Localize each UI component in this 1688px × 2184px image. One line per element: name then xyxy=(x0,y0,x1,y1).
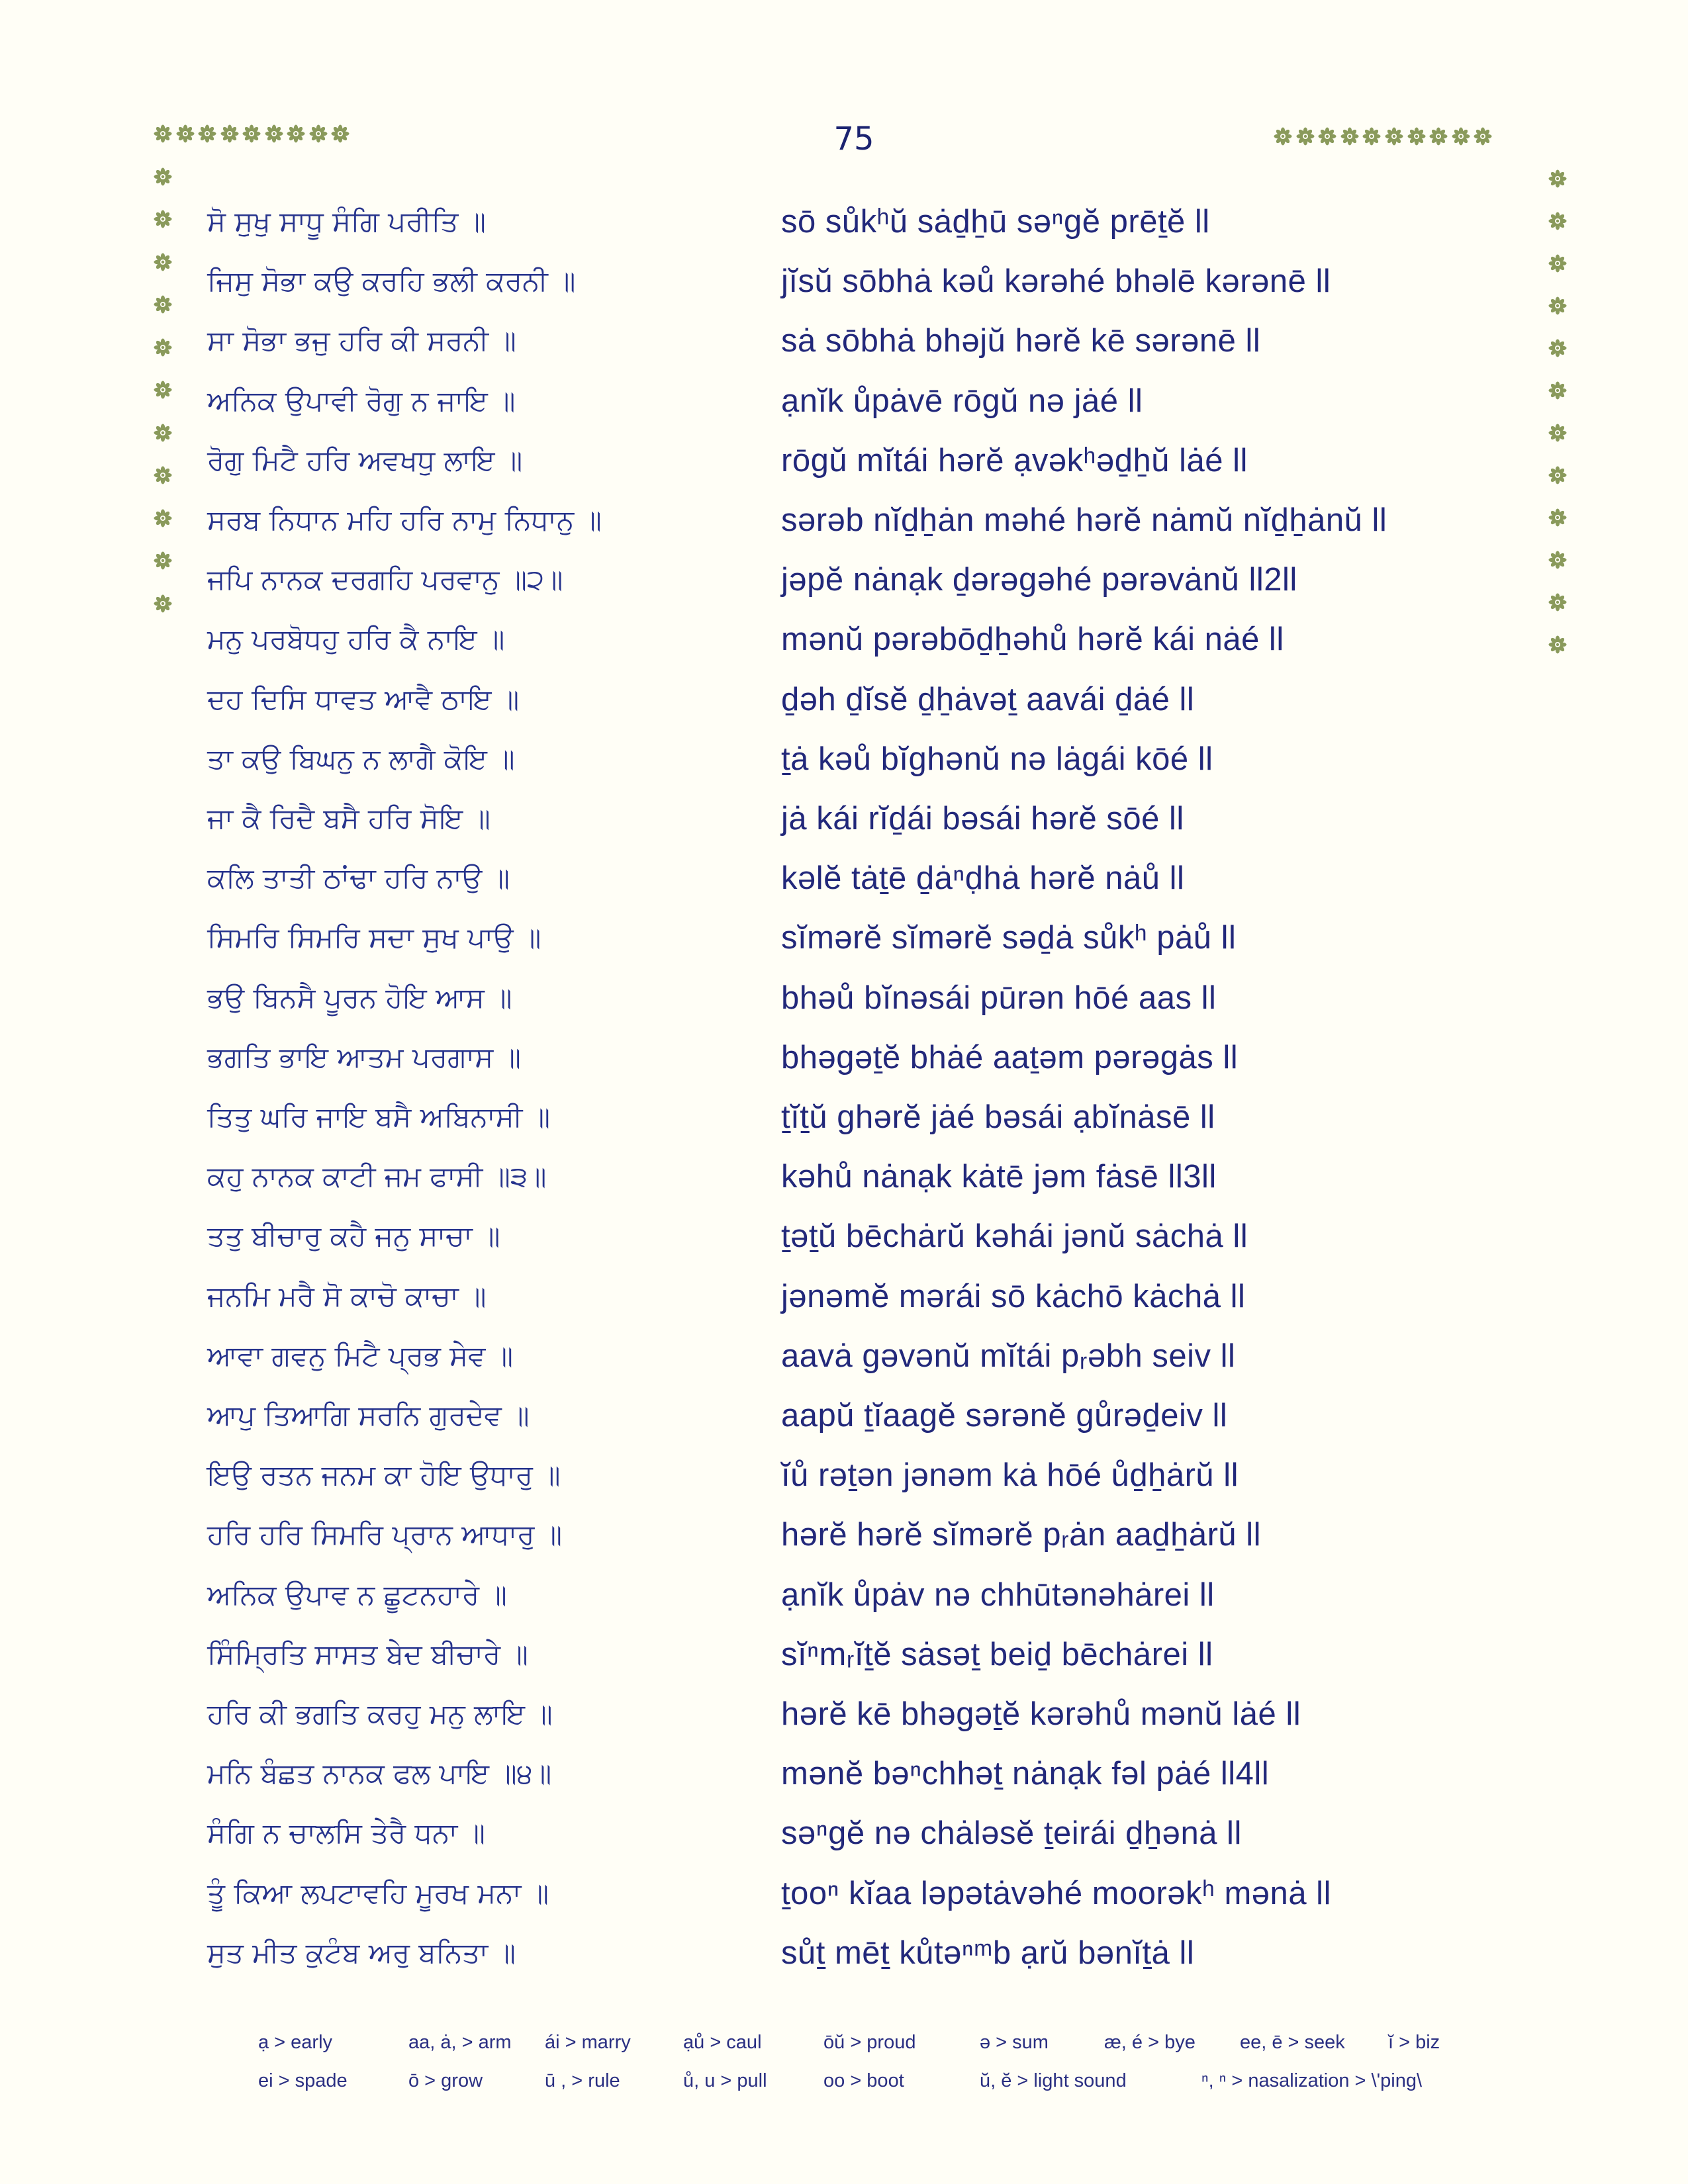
flower-ornament-icon xyxy=(331,124,350,143)
verse-row xyxy=(0,908,1688,968)
gurmukhi-line: ਸੁਤ ਮੀਤ ਕੁਟੰਬ ਅਰੁ ਬਨਿਤਾ ॥ xyxy=(207,1936,516,1969)
gurmukhi-line: ਜਿਸੁ ਸੋਭਾ ਕਉ ਕਰਹਿ ਭਲੀ ਕਰਨੀ ॥ xyxy=(207,265,576,298)
gurmukhi-line: ਜਨਮਿ ਮਰੈ ਸੋ ਕਾਚੋ ਕਾਚਾ ॥ xyxy=(207,1279,487,1312)
transliteration-line: jĭsŭ sōbhȧ kəů kərəhé bhəlē kərənē ll xyxy=(781,263,1331,300)
gurmukhi-line: ਭਗਤਿ ਭਾਇ ਆਤਮ ਪਰਗਾਸ ॥ xyxy=(207,1040,521,1073)
legend-item: oo > boot xyxy=(823,2070,904,2091)
gurmukhi-line: ਸਾ ਸੋਭਾ ਭਜੁ ਹਰਿ ਕੀ ਸਰਨੀ ॥ xyxy=(207,324,516,357)
gurmukhi-line: ਸਿੰਮ੍ਰਿਤਿ ਸਾਸਤ ਬੇਦ ਬੀਚਾਰੇ ॥ xyxy=(207,1637,528,1670)
verse-row xyxy=(0,610,1688,669)
verse-row xyxy=(0,789,1688,848)
gurmukhi-line: ਤਿਤੁ ਘਰਿ ਜਾਇ ਬਸੈ ਅਬਿਨਾਸੀ ॥ xyxy=(207,1101,551,1133)
transliteration-line: jȧ kái rĭḏái bəsái hərĕ sōé ll xyxy=(781,801,1184,837)
flower-ornament-icon xyxy=(1548,169,1567,188)
legend-item: ⁿ, ⁿ > nasalization > \'ping\ xyxy=(1201,2070,1423,2091)
verse-row xyxy=(0,1505,1688,1565)
legend-item: ōŭ > proud xyxy=(823,2032,916,2053)
legend-row-2 xyxy=(0,2070,1688,2097)
gurmukhi-line: ਮਨੁ ਪਰਬੋਧਹੁ ਹਰਿ ਕੈ ਨਾਇ ॥ xyxy=(207,623,505,656)
gurmukhi-line: ਸਿਮਰਿ ਸਿਮਰਿ ਸਦਾ ਸੁਖ ਪਾਉ ॥ xyxy=(207,921,541,954)
legend-item: ei > spade xyxy=(258,2070,348,2091)
gurmukhi-line: ਸੰਗਿ ਨ ਚਾਲਸਿ ਤੇਰੈ ਧਨਾ ॥ xyxy=(207,1817,485,1850)
legend-item: ạů > caul xyxy=(683,2032,762,2053)
flower-ornament-icon xyxy=(1407,127,1426,146)
flower-ornament-icon xyxy=(1452,127,1470,146)
legend-item: ee, ē > seek xyxy=(1240,2032,1345,2053)
transliteration-line: aavȧ gəvənŭ mĭtái pᵣəbh seiv ll xyxy=(781,1338,1236,1374)
flower-ornament-icon xyxy=(1385,127,1403,146)
transliteration-line: sůṯ mēṯ kůtəⁿᵐb ạrŭ bənĭṯȧ ll xyxy=(781,1934,1195,1971)
transliteration-line: sĭⁿmᵣĭṯĕ sȧsəṯ beiḏ bēchȧrei ll xyxy=(781,1636,1213,1672)
flower-ornament-icon xyxy=(1429,127,1448,146)
legend-item: ŭ, ĕ > light sound xyxy=(980,2070,1127,2091)
verse-row xyxy=(0,1684,1688,1744)
legend-item: ái > marry xyxy=(545,2032,631,2053)
transliteration-line: səⁿgĕ nə chȧləsĕ ṯeirái ḏẖənȧ ll xyxy=(781,1815,1242,1852)
transliteration-line: mənŭ pərəbōḏẖəhů hərĕ kái nȧé ll xyxy=(781,621,1284,658)
transliteration-line: aapŭ ṯĭaagĕ sərənĕ gůrəḏeiv ll xyxy=(781,1398,1228,1433)
verse-row xyxy=(0,1744,1688,1803)
transliteration-line: mənĕ bəⁿchhəṯ nȧnạk fəl pȧé ll4ll xyxy=(781,1756,1270,1792)
legend-item: ĭ > biz xyxy=(1388,2032,1440,2053)
verse-row xyxy=(0,1565,1688,1625)
gurmukhi-line: ਕਲਿ ਤਾਤੀ ਠਾਂਢਾ ਹਰਿ ਨਾਉ ॥ xyxy=(207,862,510,895)
gurmukhi-line: ਹਰਿ ਹਰਿ ਸਿਮਰਿ ਪ੍ਰਾਨ ਆਧਾਰੁ ॥ xyxy=(207,1518,563,1551)
verse-row xyxy=(0,1625,1688,1684)
flower-ornament-icon xyxy=(287,124,305,143)
verse-row xyxy=(0,311,1688,371)
transliteration-line: ạnĭk ůpȧv nə chhūtənəhȧrei ll xyxy=(781,1576,1215,1613)
verse-row xyxy=(0,1386,1688,1445)
gurmukhi-line: ਤਤੁ ਬੀਚਾਰੁ ਕਹੈ ਜਨੁ ਸਾਚਾ ॥ xyxy=(207,1220,500,1253)
legend-item: ū , > rule xyxy=(545,2070,620,2091)
flower-ornament-icon xyxy=(242,124,261,143)
legend-item: ů, u > pull xyxy=(683,2070,767,2091)
transliteration-line: sĭmərĕ sĭmərĕ səḏȧ sůkʰ pȧů ll xyxy=(781,920,1237,956)
gurmukhi-line: ਰੋਗੁ ਮਿਟੈ ਹਰਿ ਅਵਖਧੁ ਲਾਇ ॥ xyxy=(207,443,523,477)
flower-ornament-icon xyxy=(154,124,172,143)
gurmukhi-line: ਆਪੁ ਤਿਆਗਿ ਸਰਨਿ ਗੁਰਦੇਵ ॥ xyxy=(207,1399,530,1432)
gurmukhi-line: ਕਹੁ ਨਾਨਕ ਕਾਟੀ ਜਮ ਫਾਸੀ ॥੩॥ xyxy=(207,1160,547,1193)
transliteration-line: bhəů bĭnəsái pūrən hōé aas ll xyxy=(781,979,1217,1016)
verse-row xyxy=(0,1803,1688,1863)
verse-row xyxy=(0,1267,1688,1326)
legend-item: aa, ȧ, > arm xyxy=(408,2032,512,2053)
verse-row xyxy=(0,431,1688,490)
transliteration-line: rōgŭ mĭtái hərĕ ạvəkʰəḏẖŭ lȧé ll xyxy=(781,442,1248,478)
gurmukhi-line: ਜਾ ਕੈ ਰਿਦੈ ਬਸੈ ਹਰਿ ਸੋਇ ॥ xyxy=(207,802,491,835)
verse-row xyxy=(0,1326,1688,1386)
transliteration-line: ṯĭṯŭ ghərĕ jȧé bəsái ạbĭnȧsē ll xyxy=(781,1099,1215,1135)
transliteration-line: ṯəṯŭ bēchȧrŭ kəhái jənŭ sȧchȧ ll xyxy=(781,1218,1248,1255)
gurmukhi-line: ਅਨਿਕ ਉਪਾਵੀ ਰੋਗੁ ਨ ਜਾਇ ॥ xyxy=(207,384,516,417)
transliteration-line: hərĕ hərĕ sĭmərĕ pᵣȧn aaḏẖȧrŭ ll xyxy=(781,1517,1262,1553)
flower-ornament-icon xyxy=(198,124,216,143)
verse-row xyxy=(0,968,1688,1028)
gurmukhi-line: ਭਉ ਬਿਨਸੈ ਪੂਰਨ ਹੋਇ ਆਸ ॥ xyxy=(207,981,512,1014)
gurmukhi-line: ਆਵਾ ਗਵਨੁ ਮਿਟੈ ਪ੍ਰਭ ਸੇਵ ॥ xyxy=(207,1339,514,1372)
flower-ornament-icon xyxy=(1474,127,1492,146)
verse-row xyxy=(0,550,1688,610)
flower-ornament-icon xyxy=(220,124,239,143)
gurmukhi-line: ਸਰਬ ਨਿਧਾਨ ਮਹਿ ਹਰਿ ਨਾਮੁ ਨਿਧਾਨੁ ॥ xyxy=(207,504,602,536)
flower-ornament-icon xyxy=(1340,127,1359,146)
transliteration-line: kəlĕ tȧṯē ḏȧⁿḍhȧ hərĕ nȧů ll xyxy=(781,860,1185,897)
verse-row xyxy=(0,1147,1688,1206)
verse-row xyxy=(0,1864,1688,1923)
legend-row-1 xyxy=(0,2032,1688,2058)
verse-row xyxy=(0,371,1688,431)
transliteration-line: ĭů rəṯən jənəm kȧ hōé ůḏẖȧrŭ ll xyxy=(781,1457,1239,1494)
verse-row xyxy=(0,848,1688,908)
flower-ornament-icon xyxy=(1296,127,1315,146)
transliteration-line: bhəgəṯĕ bhȧé aaṯəm pərəgȧs ll xyxy=(781,1039,1239,1075)
transliteration-line: ṯooⁿ kĭaa ləpətȧvəhé moorəkʰ mənȧ ll xyxy=(781,1875,1331,1911)
legend-item: ō > grow xyxy=(408,2070,483,2091)
legend-item: ạ > early xyxy=(258,2032,333,2053)
gurmukhi-line: ਜਪਿ ਨਾਨਕ ਦਰਗਹਿ ਪਰਵਾਨੁ ॥੨॥ xyxy=(207,563,563,596)
flower-ornament-icon xyxy=(1362,127,1381,146)
verse-row xyxy=(0,490,1688,550)
gurmukhi-line: ਸੋ ਸੁਖੁ ਸਾਧੂ ਸੰਗਿ ਪਰੀਤਿ ॥ xyxy=(207,205,486,238)
flower-ornament-icon xyxy=(154,167,172,186)
transliteration-line: jənəmĕ mərái sō kȧchō kȧchȧ ll xyxy=(781,1278,1246,1314)
gurmukhi-line: ਮਨਿ ਬੰਛਤ ਨਾਨਕ ਫਲ ਪਾਇ ॥੪॥ xyxy=(207,1757,552,1790)
verse-row xyxy=(0,729,1688,789)
flower-ornament-icon xyxy=(1274,127,1292,146)
transliteration-line: kəhů nȧnạk kȧtē jəm fȧsē ll3ll xyxy=(781,1159,1217,1195)
verse-row xyxy=(0,1923,1688,1983)
verse-row xyxy=(0,251,1688,311)
verse-row xyxy=(0,1028,1688,1087)
verse-row xyxy=(0,1206,1688,1266)
gurmukhi-line: ਹਰਿ ਕੀ ਭਗਤਿ ਕਰਹੁ ਮਨੁ ਲਾਇ ॥ xyxy=(207,1698,553,1730)
legend-item: æ, é > bye xyxy=(1104,2032,1196,2053)
verse-row xyxy=(0,1087,1688,1147)
gurmukhi-line: ਤਾ ਕਉ ਬਿਘਨੁ ਨ ਲਾਗੈ ਕੋਇ ॥ xyxy=(207,742,515,775)
verse-row xyxy=(0,192,1688,251)
flower-ornament-icon xyxy=(265,124,283,143)
gurmukhi-line: ਇਉ ਰਤਨ ਜਨਮ ਕਾ ਹੋਇ ਉਧਾਰੁ ॥ xyxy=(207,1459,561,1492)
verse-row xyxy=(0,1445,1688,1505)
gurmukhi-line: ਦਹ ਦਿਸਿ ਧਾਵਤ ਆਵੈ ਠਾਇ ॥ xyxy=(207,682,520,715)
gurmukhi-line: ਤੂੰ ਕਿਆ ਲਪਟਾਵਹਿ ਮੂਰਖ ਮਨਾ ॥ xyxy=(207,1876,549,1909)
transliteration-line: sō sůkʰŭ sȧḏẖū səⁿgĕ prēṯĕ ll xyxy=(781,204,1210,240)
transliteration-line: ạnĭk ůpȧvē rōgŭ nə jȧé ll xyxy=(781,383,1143,419)
flower-ornament-icon xyxy=(1318,127,1336,146)
transliteration-line: jəpĕ nȧnạk ḏərəgəhé pərəvȧnŭ ll2ll xyxy=(781,562,1297,598)
flower-ornament-icon xyxy=(176,124,195,143)
transliteration-line: ḏəh ḏĭsĕ ḏẖȧvəṯ aavái ḏȧé ll xyxy=(781,681,1195,717)
verse-row xyxy=(0,670,1688,729)
transliteration-line: hərĕ kē bhəgəṯĕ kərəhů mənŭ lȧé ll xyxy=(781,1696,1301,1732)
flower-ornament-icon xyxy=(309,124,328,143)
gurmukhi-line: ਅਨਿਕ ਉਪਾਵ ਨ ਛੂਟਨਹਾਰੇ ॥ xyxy=(207,1578,507,1611)
transliteration-line: sȧ sōbhȧ bhəjŭ hərĕ kē sərənē ll xyxy=(781,323,1261,359)
transliteration-line: ṯȧ kəů bĭghənŭ nə lȧgái kōé ll xyxy=(781,741,1213,777)
transliteration-line: sərəb nĭḏẖȧn məhé hərĕ nȧmŭ nĭḏẖȧnŭ ll xyxy=(781,502,1387,538)
legend-item: ə > sum xyxy=(980,2032,1049,2053)
page-number: 75 xyxy=(833,120,874,158)
